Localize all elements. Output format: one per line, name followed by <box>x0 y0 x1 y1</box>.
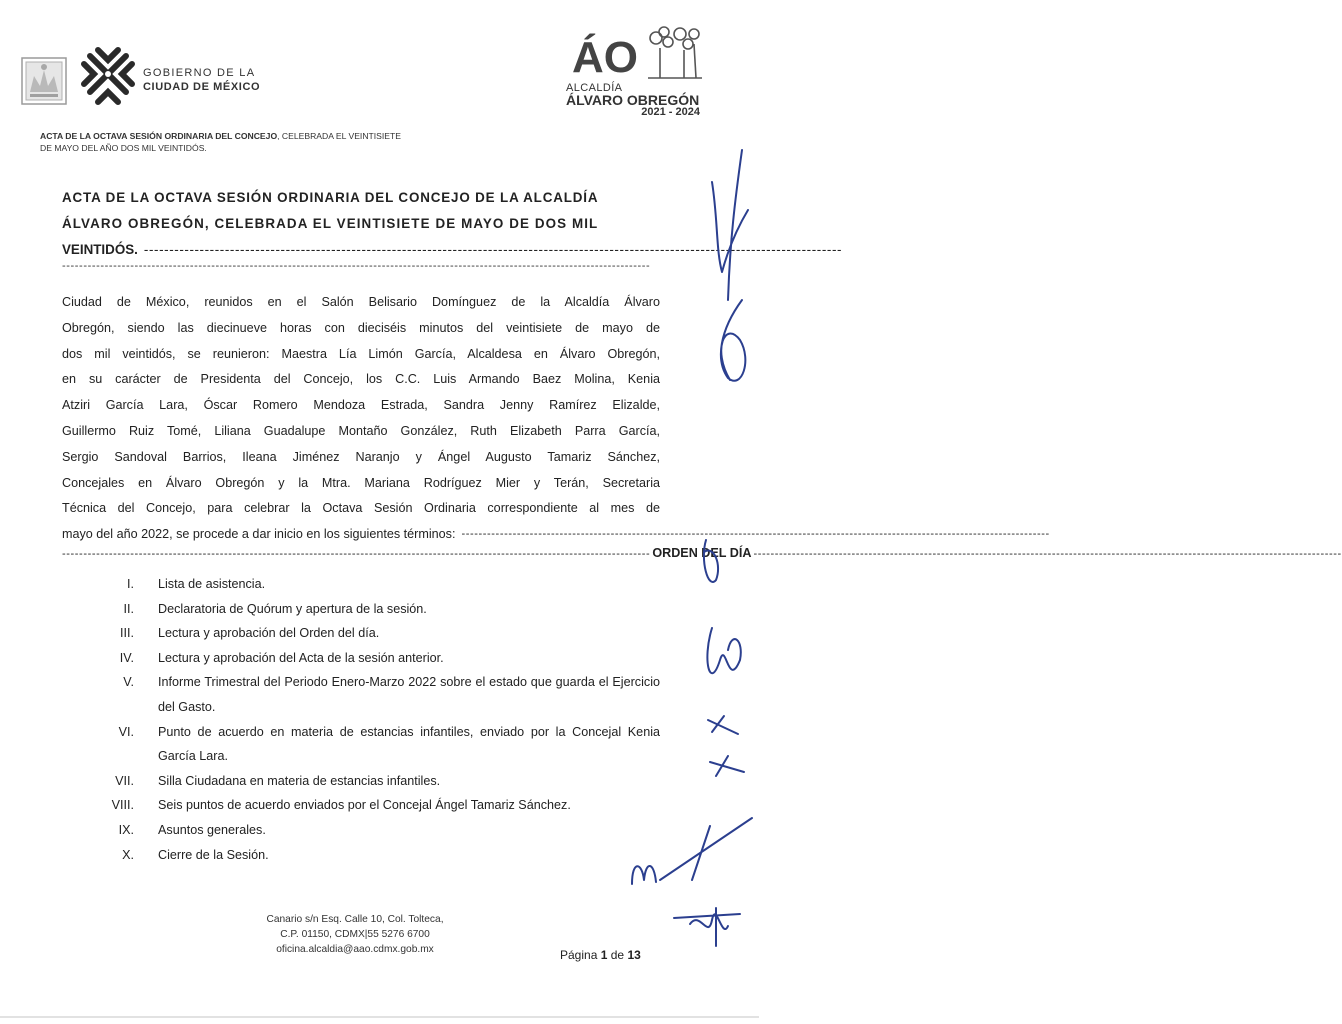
logo-mark-text: ÁO <box>572 33 638 82</box>
body-line: en su carácter de Presidenta del Concejo, los C.C. Luis Armando Baez Molina, Kenia <box>62 372 660 387</box>
gov-line-2: CIUDAD DE MÉXICO <box>143 81 261 93</box>
agenda-item-text: Lista de asistencia. <box>158 577 266 591</box>
agenda-item <box>62 843 660 868</box>
footer-line-1: Canario s/n Esq. Calle 10, Col. Tolteca, <box>266 914 444 925</box>
title-line-3: VEINTIDÓS. <box>62 242 138 257</box>
cdmx-logo-icon <box>78 46 138 110</box>
agenda-item-number: I. <box>127 577 134 591</box>
running-head <box>40 131 460 154</box>
agenda-item <box>62 670 660 719</box>
body-line: Obregón, siendo las diecinueve horas con dieciséis minutos del veintisiete de mayo de <box>62 320 660 335</box>
agenda-item <box>62 793 660 818</box>
agenda-item-text: Informe Trimestral del Periodo Enero-Marzo 2022 sobre el estado que guarda el Ejercicio del Gasto. <box>158 675 660 714</box>
agenda-item-text: Asuntos generales. <box>158 822 266 837</box>
signature-2 <box>721 300 745 381</box>
body-line: Sergio Sandoval Barrios, Ileana Jiménez Naranjo y Ángel Augusto Tamariz Sánchez, <box>62 449 660 464</box>
body-dash-fill: ------------------------------------------------------------------------------------------------------------------------------------------ <box>461 528 1050 541</box>
agenda-heading: ORDEN DEL DÍA <box>652 546 752 560</box>
agenda-item-text: Lectura y aprobación del Acta de la sesión anterior. <box>158 650 444 665</box>
agenda-heading-row <box>62 546 1342 560</box>
agenda-item-number: VII. <box>115 773 134 788</box>
alcaldia-line-2: ÁLVARO OBREGÓN <box>566 92 700 108</box>
agenda-item-number: V. <box>123 675 134 690</box>
signature-8 <box>674 908 740 946</box>
gov-line-1: GOBIERNO DE LA <box>143 67 256 79</box>
agenda-dash-right: ------------------------------------------------------------------------------------------------------------------------------------------ <box>753 548 1342 560</box>
separator-dashes: ------------------------------------------------------------------------------------------------------------------------------------------ <box>62 260 651 272</box>
title-dash-fill: ------------------------------------------------------------------------------------------------------------------------------------------ <box>143 242 843 257</box>
agenda-item-number: II. <box>123 601 134 616</box>
agenda-item <box>62 720 660 769</box>
opening-paragraph <box>62 290 1050 548</box>
agenda-item-number: VIII. <box>111 798 134 813</box>
page-number <box>560 948 641 962</box>
agenda-item-text: Cierre de la Sesión. <box>158 847 269 862</box>
title-line-2: ÁLVARO OBREGÓN, CELEBRADA EL VEINTISIETE DE MAYO DE DOS MIL <box>62 216 599 231</box>
page-of: de <box>610 948 625 962</box>
address-footer <box>220 912 490 957</box>
body-line: Guillermo Ruiz Tomé, Liliana Guadalupe Montaño González, Ruth Elizabeth Parra García, <box>62 423 660 438</box>
agenda-dash-left: ------------------------------------------------------------------------------------------------------------------------------------------ <box>62 548 651 560</box>
footer-line-2: C.P. 01150, CDMX|55 5276 6700 <box>280 929 430 940</box>
signature-5 <box>708 716 738 734</box>
title-line-1: ACTA DE LA OCTAVA SESIÓN ORDINARIA DEL CONCEJO DE LA ALCALDÍA <box>62 190 599 205</box>
agenda-item-text: Silla Ciudadana en materia de estancias infantiles. <box>158 773 441 788</box>
alcaldia-period: 2021 - 2024 <box>641 106 700 118</box>
signature-4 <box>707 628 740 673</box>
alcaldia-logo-icon <box>560 22 710 90</box>
agenda-item-number: VI. <box>118 724 134 739</box>
agenda-item-text: Lectura y aprobación del Orden del día. <box>158 626 380 641</box>
signature-6 <box>710 756 744 776</box>
alcaldia-name <box>566 82 700 118</box>
agenda-item <box>62 597 660 622</box>
page-current: 1 <box>600 948 608 962</box>
agenda-item-number: IX. <box>118 822 134 837</box>
agenda-item-text: Punto de acuerdo en materia de estancias infantiles, enviado por la Concejal Kenia García Lara. <box>158 724 660 764</box>
body-line: Atziri García Lara, Óscar Romero Mendoza Estrada, Sandra Jenny Ramírez Elizalde, <box>62 398 660 413</box>
body-line: Concejales en Álvaro Obregón y la Mtra. Mariana Rodríguez Mier y Terán, Secretaria <box>62 475 660 490</box>
bottom-rule <box>0 1016 759 1018</box>
document-title <box>62 185 843 263</box>
agenda-item-text: Seis puntos de acuerdo enviados por el Concejal Ángel Tamariz Sánchez. <box>158 798 571 813</box>
coat-of-arms-seal <box>20 56 68 106</box>
agenda-item-number: III. <box>120 626 134 641</box>
footer-email: oficina.alcaldia@aao.cdmx.gob.mx <box>276 944 434 955</box>
agenda-item-text: Declaratoria de Quórum y apertura de la sesión. <box>158 601 427 616</box>
agenda-item <box>62 769 660 794</box>
page-prefix: Página <box>560 948 598 962</box>
body-line: Ciudad de México, reunidos en el Salón Belisario Domínguez de la Alcaldía Álvaro <box>62 295 660 309</box>
agenda-item <box>62 621 660 646</box>
body-line: dos mil veintidós, se reunieron: Maestra Lía Limón García, Alcaldesa en Álvaro Obregón, <box>62 346 660 361</box>
running-head-bold: ACTA DE LA OCTAVA SESIÓN ORDINARIA DEL CONCEJO <box>40 131 278 141</box>
agenda-item-number: IV. <box>119 650 134 665</box>
agenda-item <box>62 646 660 671</box>
body-last-line-row <box>62 522 1050 548</box>
agenda-item <box>62 818 660 843</box>
agenda-item <box>62 572 660 597</box>
government-name <box>143 66 260 94</box>
body-line: Técnica del Concejo, para celebrar la Octava Sesión Ordinaria correspondiente al mes de <box>62 501 660 516</box>
alcaldia-line-1: ALCALDÍA <box>566 82 623 94</box>
running-head-line-2: DE MAYO DEL AÑO DOS MIL VEINTIDÓS. <box>40 142 207 153</box>
signature-1 <box>712 150 748 300</box>
body-last-line: mayo del año 2022, se procede a dar inicio en los siguientes términos: <box>62 527 456 542</box>
agenda-list <box>62 572 660 867</box>
agenda-item-number: X. <box>122 847 134 862</box>
page-total: 13 <box>627 948 641 962</box>
running-head-rest: , CELEBRADA EL VEINTISIETE <box>277 131 401 141</box>
